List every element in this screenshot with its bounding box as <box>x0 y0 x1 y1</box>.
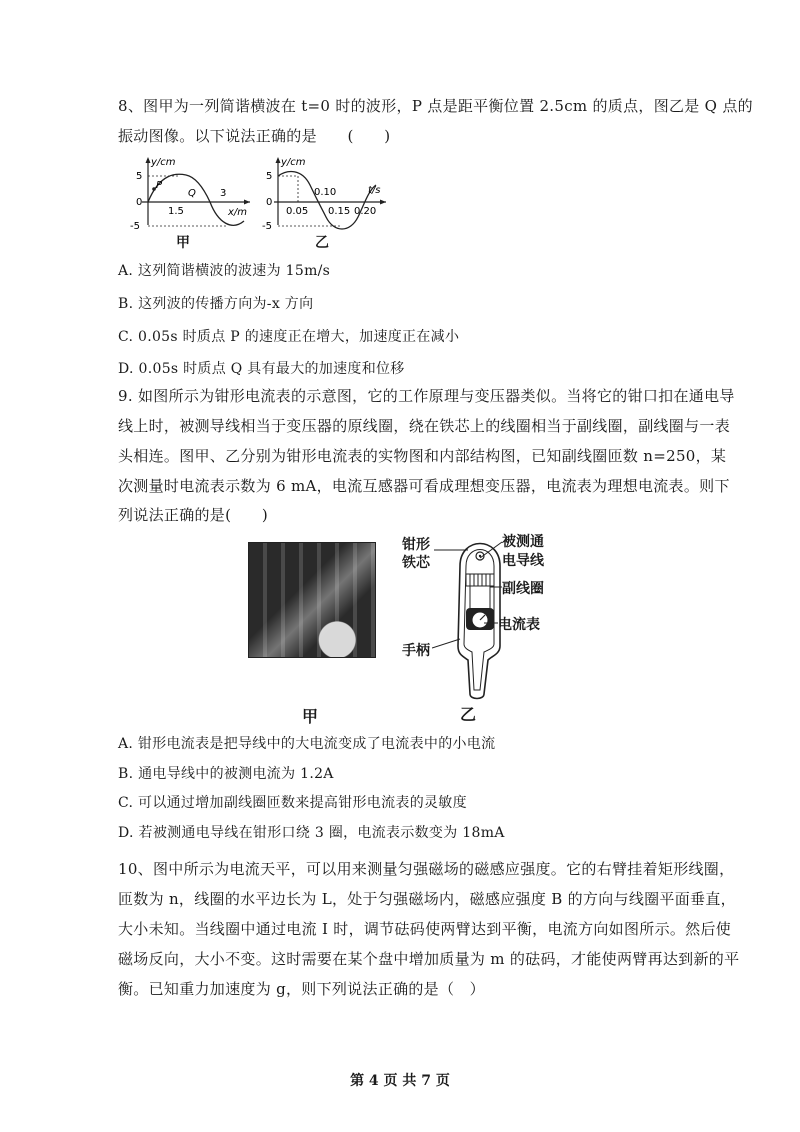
jia-x-label: x/m <box>228 207 248 218</box>
label-handle: 手柄 <box>402 643 430 659</box>
caption-jia-graph: 甲 <box>176 235 190 251</box>
jia-x-tick-1.5: 1.5 <box>168 206 184 217</box>
caption-yi-graph: 乙 <box>315 235 329 251</box>
q8-option-c: C. 0.05s 时质点 P 的速度正在增大，加速度正在减小 <box>118 329 460 345</box>
yi-y-label: y/cm <box>281 157 306 168</box>
yi-y-tick-neg5: -5 <box>262 221 272 232</box>
q10-stem-line-5: 衡。已知重力加速度为 g，则下列说法正确的是（ ） <box>118 980 485 998</box>
yi-y-tick-5: 5 <box>266 171 273 182</box>
q10-stem-line-1: 10、图中所示为电流天平，可以用来测量匀强磁场的磁感应强度。它的右臂挂着矩形线圈， <box>118 860 735 878</box>
label-clamp-core: 钳形 铁芯 <box>402 537 430 571</box>
q9-stem-line-2: 线上时，被测导线相当于变压器的原线圈，绕在铁芯上的线圈相当于副线圈，副线圈与一表 <box>118 417 731 435</box>
label-secondary-coil: 副线圈 <box>502 581 544 597</box>
jia-x-tick-3: 3 <box>220 188 227 199</box>
yi-x-tick-0.15: 0.15 <box>328 206 351 217</box>
leader-meter <box>484 618 498 628</box>
jia-y-tick-0: 0 <box>136 197 143 208</box>
q10-stem-line-3: 大小未知。当线圈中通过电流 I 时，调节砝码使两臂达到平衡，电流方向如图所示。然后使 <box>118 920 732 938</box>
leader-handle <box>432 636 462 652</box>
jia-y-tick-5: 5 <box>136 171 143 182</box>
q9-option-a: A. 钳形电流表是把导线中的大电流变成了电流表中的小电流 <box>118 736 496 752</box>
clamp-meter-photo <box>248 542 376 658</box>
q9-option-d: D. 若被测通电导线在钳形口绕 3 圈，电流表示数变为 18mA <box>118 825 505 841</box>
q8-option-d: D. 0.05s 时质点 Q 具有最大的加速度和位移 <box>118 361 405 377</box>
jia-y-tick-neg5: -5 <box>130 221 140 232</box>
q9-stem-line-5: 列说法正确的是( ) <box>118 506 269 524</box>
q8-stem-line-2: 振动图像。以下说法正确的是 ( ) <box>118 127 391 145</box>
label-wire: 被测通 电导线 <box>502 534 544 569</box>
yi-x-tick-0.10: 0.10 <box>314 187 337 198</box>
leader-wire <box>478 538 504 562</box>
q8-option-b: B. 这列波的传播方向为-x 方向 <box>118 296 314 312</box>
page-number-footer: 第 4 页 共 7 页 <box>350 1073 450 1089</box>
label-ammeter: 电流表 <box>498 617 540 633</box>
leader-coil <box>490 582 504 592</box>
q8-option-a: A. 这列简谐横波的波速为 15m/s <box>118 263 331 279</box>
point-q-label: Q <box>188 188 196 199</box>
jia-y-label: y/cm <box>151 157 176 168</box>
yi-x-tick-0.05: 0.05 <box>286 206 309 217</box>
q10-stem-line-4: 磁场反向，大小不变。这时需要在某个盘中增加质量为 m 的砝码，才能使两臂再达到新的平 <box>118 950 740 968</box>
wave-graph-jia <box>128 155 258 245</box>
q10-stem-line-2: 匝数为 n，线圈的水平边长为 L，处于匀强磁场内，磁感应强度 B 的方向与线圈平面垂直， <box>118 890 736 908</box>
yi-x-label: t/s <box>368 185 381 196</box>
point-p-label: P <box>156 180 163 191</box>
yi-x-tick-0.20: 0.20 <box>354 206 377 217</box>
q9-option-c: C. 可以通过增加副线圈匝数来提高钳形电流表的灵敏度 <box>118 795 467 811</box>
q9-stem-line-1: 9. 如图所示为钳形电流表的示意图，它的工作原理与变压器类似。当将它的钳口扣在通电导 <box>118 387 735 405</box>
caption-yi-diagram: 乙 <box>460 705 477 724</box>
q8-stem-line-1: 8、图甲为一列简谐横波在 t=0 时的波形，P 点是距平衡位置 2.5cm 的质点，图乙是 Q 点的 <box>118 97 753 115</box>
yi-y-tick-0: 0 <box>266 197 273 208</box>
q9-stem-line-3: 头相连。图甲、乙分别为钳形电流表的实物图和内部结构图，已知副线圈匝数 n=250，某 <box>118 447 727 465</box>
q9-stem-line-4: 次测量时电流表示数为 6 mA，电流互感器可看成理想变压器，电流表为理想电流表。则下 <box>118 477 730 495</box>
leader-core <box>432 540 472 560</box>
caption-jia-photo: 甲 <box>302 707 319 726</box>
q9-option-b: B. 通电导线中的被测电流为 1.2A <box>118 766 334 782</box>
